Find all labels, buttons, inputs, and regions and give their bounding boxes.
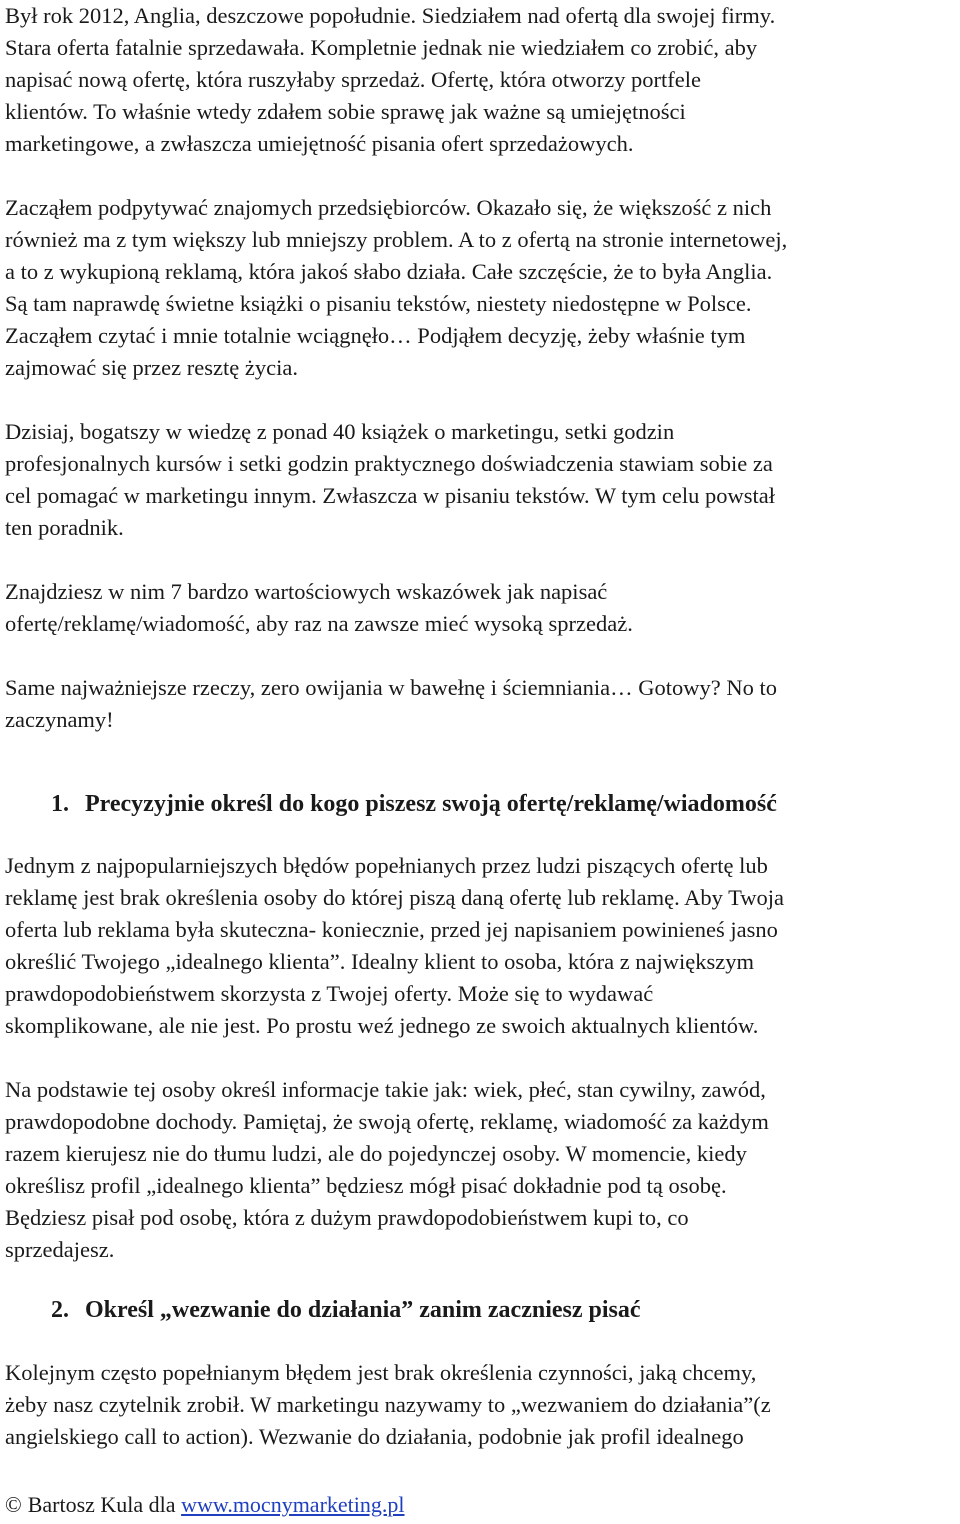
section-number: 2.	[51, 1297, 69, 1323]
text-line: ten poradnik.	[5, 515, 124, 540]
section-number: 1.	[51, 791, 69, 817]
text-line: sprzedajesz.	[5, 1237, 115, 1262]
text-line: Kolejnym często popełnianym błędem jest brak określenia czynności, jaką chcemy,	[5, 1360, 757, 1385]
intro-paragraph-5	[5, 672, 787, 736]
text-line: zajmować się przez resztę życia.	[5, 355, 298, 380]
text-line: Same najważniejsze rzeczy, zero owijania w bawełnę i ściemniania… Gotowy? No to	[5, 675, 777, 700]
text-line: Był rok 2012, Anglia, deszczowe popołudnie. Siedziałem nad ofertą dla swojej firmy.	[5, 3, 776, 28]
text-line: żeby nasz czytelnik zrobił. W marketingu nazywamy to „wezwaniem do działania”(z	[5, 1392, 771, 1417]
text-line: prawdopodobne dochody. Pamiętaj, że swoją ofertę, reklamę, wiadomość za każdym	[5, 1109, 769, 1134]
text-line: skomplikowane, ale nie jest. Po prostu weź jednego ze swoich aktualnych klientów.	[5, 1013, 759, 1038]
copyright-icon: ©	[5, 1492, 22, 1517]
section-1-paragraph-1	[5, 850, 784, 1042]
section-2-paragraph-1	[5, 1357, 771, 1453]
section-title: Określ „wezwanie do działania” zanim zaczniesz pisać	[85, 1297, 641, 1323]
text-line: Jednym z najpopularniejszych błędów popełnianych przez ludzi piszących ofertę lub	[5, 853, 768, 878]
text-line: Dzisiaj, bogatszy w wiedzę z ponad 40 książek o marketingu, setki godzin	[5, 419, 675, 444]
text-line: również ma z tym większy lub mniejszy problem. A to z ofertą na stronie internetowej,	[5, 227, 788, 252]
text-line: razem kierujesz nie do tłumu ludzi, ale do pojedynczej osoby. W momencie, kiedy	[5, 1141, 747, 1166]
text-line: prawdopodobieństwem skorzysta z Twojej oferty. Może się to wydawać	[5, 981, 654, 1006]
section-1-body	[5, 850, 784, 1266]
text-line: określić Twojego „idealnego klienta”. Idealny klient to osoba, która z największym	[5, 949, 755, 974]
section-2-heading	[51, 1294, 641, 1326]
text-line: ofertę/reklamę/wiadomość, aby raz na zawsze mieć wysoką sprzedaż.	[5, 611, 633, 636]
intro-paragraph-3	[5, 416, 787, 544]
intro-paragraph-2	[5, 192, 787, 384]
text-line: klientów. To właśnie wtedy zdałem sobie sprawę jak ważne są umiejętności	[5, 99, 686, 124]
text-line: Znajdziesz w nim 7 bardzo wartościowych wskazówek jak napisać	[5, 579, 608, 604]
text-line: Na podstawie tej osoby określ informacje takie jak: wiek, płeć, stan cywilny, zawód,	[5, 1077, 766, 1102]
section-1-heading	[51, 788, 777, 820]
intro-section	[5, 0, 787, 736]
text-line: Stara oferta fatalnie sprzedawała. Kompletnie jednak nie wiedziałem co zrobić, aby	[5, 35, 758, 60]
text-line: napisać nową ofertę, która ruszyłaby sprzedaż. Ofertę, która otworzy portfele	[5, 67, 701, 92]
text-line: marketingowe, a zwłaszcza umiejętność pisania ofert sprzedażowych.	[5, 131, 634, 156]
intro-paragraph-1	[5, 0, 787, 160]
text-line: Zacząłem czytać i mnie totalnie wciągnęło… Podjąłem decyzję, żeby właśnie tym	[5, 323, 746, 348]
section-2-body	[5, 1357, 771, 1453]
text-line: reklamę jest brak określenia osoby do której piszą daną ofertę lub reklamę. Aby Twoja	[5, 885, 785, 910]
text-line: angielskiego call to action). Wezwanie do działania, podobnie jak profil idealnego	[5, 1424, 744, 1449]
text-line: Zacząłem podpytywać znajomych przedsiębiorców. Okazało się, że większość z nich	[5, 195, 772, 220]
text-line: określisz profil „idealnego klienta” będziesz mógł pisać dokładnie pod tą osobę.	[5, 1173, 727, 1198]
text-line: zaczynamy!	[5, 707, 114, 732]
section-title: Precyzyjnie określ do kogo piszesz swoją ofertę/reklamę/wiadomość	[85, 791, 777, 817]
website-link[interactable]: www.mocnymarketing.pl	[181, 1492, 405, 1517]
text-line: profesjonalnych kursów i setki godzin praktycznego doświadczenia stawiam sobie za	[5, 451, 773, 476]
section-1-paragraph-2	[5, 1074, 784, 1266]
text-line: cel pomagać w marketingu innym. Zwłaszcza w pisaniu tekstów. W tym celu powstał	[5, 483, 776, 508]
page-footer	[5, 1490, 405, 1520]
footer-author: Bartosz Kula dla	[27, 1492, 176, 1517]
text-line: Są tam naprawdę świetne książki o pisaniu tekstów, niestety niedostępne w Polsce.	[5, 291, 752, 316]
text-line: oferta lub reklama była skuteczna- koniecznie, przed jej napisaniem powinieneś jasno	[5, 917, 778, 942]
intro-paragraph-4	[5, 576, 787, 640]
text-line: a to z wykupioną reklamą, która jakoś słabo działa. Całe szczęście, że to była Anglia.	[5, 259, 773, 284]
text-line: Będziesz pisał pod osobę, która z dużym prawdopodobieństwem kupi to, co	[5, 1205, 689, 1230]
